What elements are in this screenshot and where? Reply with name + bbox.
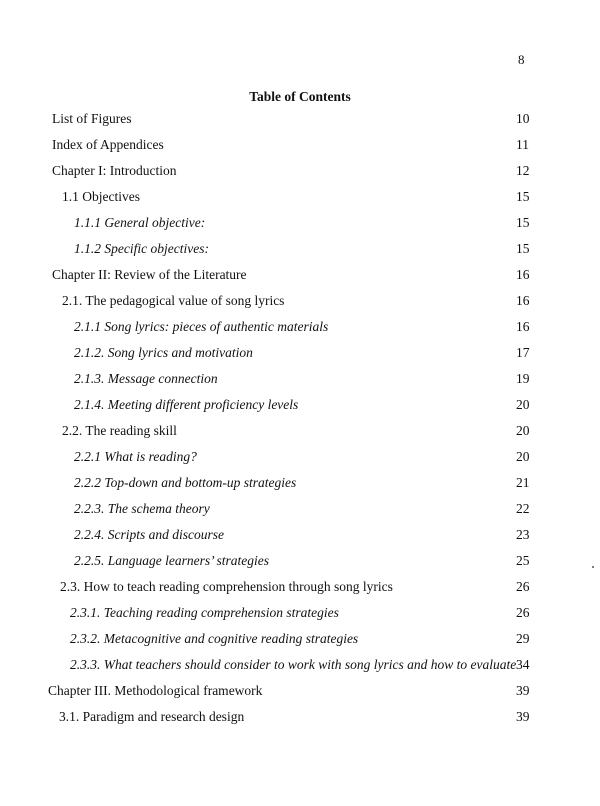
toc-entry-label: Chapter III. Methodological framework <box>48 683 263 698</box>
toc-entry-page-number: 16 <box>516 319 530 334</box>
toc-entry-page-number: 19 <box>516 371 530 386</box>
toc-entry <box>0 317 600 337</box>
toc-entry-page-number: 15 <box>516 241 530 256</box>
toc-entry-label: 2.2.3. The schema theory <box>74 501 210 516</box>
toc-entry-label: 2.2.4. Scripts and discourse <box>74 527 224 542</box>
toc-entry-label: 2.2.2 Top-down and bottom-up strategies <box>74 475 297 490</box>
toc-entry <box>0 265 600 285</box>
toc-entry-page-number: 26 <box>516 579 530 594</box>
toc-entry <box>0 525 600 545</box>
toc-entry-page-number: 10 <box>516 111 530 126</box>
toc-entry <box>0 655 600 675</box>
toc-entry-label: 1.1.1 General objective: <box>74 215 206 230</box>
toc-entry-label: 2.1.4. Meeting different proficiency levels <box>74 397 299 412</box>
toc-entry-page-number: 15 <box>516 215 530 230</box>
toc-entry-page-number: 16 <box>516 293 530 308</box>
toc-entry <box>0 343 600 363</box>
toc-entry <box>0 161 600 181</box>
toc-entry-label: 2.3.3. What teachers should consider to work with song lyrics and how to evaluate <box>70 657 517 672</box>
toc-entry-page-number: 15 <box>516 189 530 204</box>
toc-entry-label: 3.1. Paradigm and research design <box>59 709 245 724</box>
toc-entry <box>0 109 600 129</box>
toc-entry-page-number: 26 <box>516 605 530 620</box>
toc-entry-page-number: 25 <box>516 553 530 568</box>
stray-mark <box>592 566 594 568</box>
toc-entry-label: List of Figures <box>52 111 132 126</box>
toc-entry <box>0 291 600 311</box>
toc-entry <box>0 551 600 571</box>
toc-entry <box>0 135 600 155</box>
toc-entry-label: 2.3.1. Teaching reading comprehension strategies <box>70 605 339 620</box>
toc-entry-page-number: 20 <box>516 423 530 438</box>
toc-entry-label: 2.3.2. Metacognitive and cognitive reading strategies <box>70 631 359 646</box>
toc-entry-page-number: 29 <box>516 631 530 646</box>
toc-entry <box>0 239 600 259</box>
toc-entry <box>0 447 600 467</box>
toc-entry-label: 1.1.2 Specific objectives: <box>74 241 209 256</box>
toc-entry <box>0 421 600 441</box>
toc-entry <box>0 213 600 233</box>
toc-entry <box>0 603 600 623</box>
toc-entry-page-number: 22 <box>516 501 530 516</box>
toc-entry-label: Chapter II: Review of the Literature <box>52 267 247 282</box>
toc-entry-page-number: 16 <box>516 267 530 282</box>
toc-entry <box>0 577 600 597</box>
toc-entry-label: 2.1.3. Message connection <box>74 371 218 386</box>
toc-entry-label: 2.3. How to teach reading comprehension through song lyrics <box>60 579 393 594</box>
toc-entry <box>0 499 600 519</box>
toc-entry-page-number: 17 <box>516 345 530 360</box>
toc-entry-label: 2.1.1 Song lyrics: pieces of authentic materials <box>74 319 329 334</box>
toc-entry-page-number: 39 <box>516 709 530 724</box>
toc-entry <box>0 473 600 493</box>
toc-entry-page-number: 21 <box>516 475 530 490</box>
toc-entry-label: 2.1.2. Song lyrics and motivation <box>74 345 253 360</box>
toc-entry-page-number: 12 <box>516 163 530 178</box>
toc-entry-label: 2.2. The reading skill <box>62 423 177 438</box>
toc-entry <box>0 707 600 727</box>
toc-entry-label: 2.2.1 What is reading? <box>74 449 197 464</box>
toc-entry-page-number: 23 <box>516 527 530 542</box>
toc-entry-page-number: 39 <box>516 683 530 698</box>
toc-entry-label: 2.2.5. Language learners’ strategies <box>74 553 269 568</box>
toc-entry <box>0 187 600 207</box>
toc-entry-label: Chapter I: Introduction <box>52 163 177 178</box>
toc-entry-page-number: 11 <box>516 137 529 152</box>
toc-entry <box>0 395 600 415</box>
toc-entry-page-number: 34 <box>516 657 530 672</box>
toc-entry-label: 2.1. The pedagogical value of song lyrics <box>62 293 285 308</box>
page-number: 8 <box>518 52 525 67</box>
toc-entry-page-number: 20 <box>516 397 530 412</box>
toc-entry-label: Index of Appendices <box>52 137 164 152</box>
page-title: Table of Contents <box>249 89 351 104</box>
toc-entry-label: 1.1 Objectives <box>62 189 140 204</box>
toc-entry <box>0 681 600 701</box>
toc-entry <box>0 369 600 389</box>
toc-entry-page-number: 20 <box>516 449 530 464</box>
toc-entry <box>0 629 600 649</box>
